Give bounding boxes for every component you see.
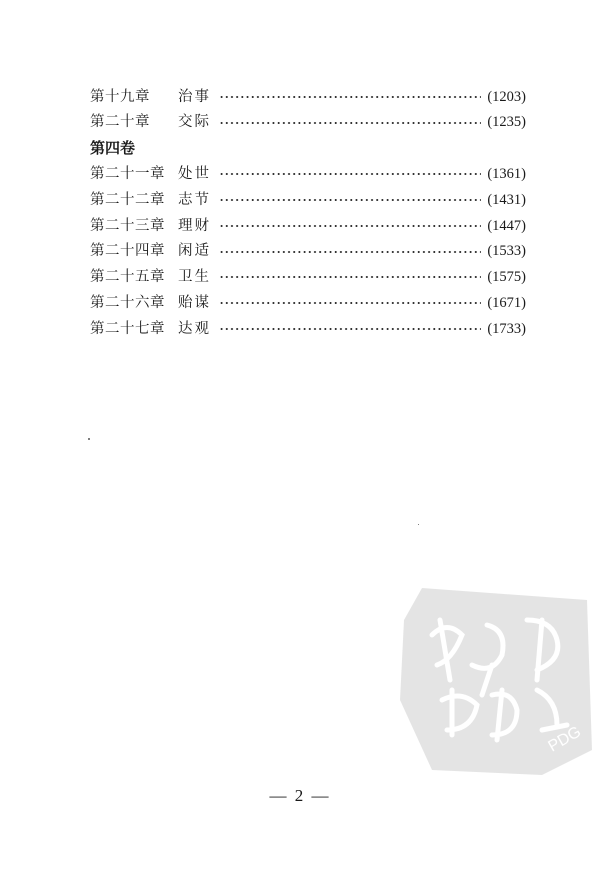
chapter-title: 处世: [178, 166, 211, 183]
chapter-number: 第二十二章: [90, 191, 165, 208]
page-ref: (1447): [487, 217, 526, 234]
chapter-title: 贻谋: [178, 295, 211, 312]
scan-speck: [88, 438, 90, 440]
chapter-number: 第二十六章: [90, 295, 165, 312]
chapter-number: 第二十一章: [90, 166, 165, 183]
toc-entry[interactable]: [90, 290, 526, 316]
toc-entry[interactable]: [90, 239, 526, 265]
toc-entry[interactable]: [90, 161, 526, 187]
chapter-number: 第二十四章: [90, 243, 165, 260]
chapter-title: 志节: [178, 191, 211, 208]
toc-entry[interactable]: [90, 84, 526, 110]
watermark-text: PDG: [545, 723, 585, 756]
chapter-number: 第二十章: [90, 114, 150, 131]
dot-leader: [219, 251, 481, 253]
volume-heading: [90, 136, 526, 162]
dot-leader: [219, 173, 481, 175]
page-ref: (1575): [487, 269, 526, 286]
chapter-title: 闲适: [178, 243, 211, 260]
toc-entry[interactable]: [90, 110, 526, 136]
dot-leader: [219, 225, 481, 227]
page-ref: (1203): [487, 88, 526, 105]
chapter-title: 治事: [178, 88, 211, 105]
page-ref: (1733): [487, 320, 526, 337]
chapter-number: 第二十七章: [90, 320, 165, 337]
page-ref: (1361): [487, 166, 526, 183]
toc-entry[interactable]: [90, 265, 526, 291]
dot-leader: [219, 276, 481, 278]
table-of-contents: [90, 84, 526, 342]
dot-leader: [219, 199, 481, 201]
scan-speck: [418, 524, 419, 525]
page-ref: (1431): [487, 191, 526, 208]
toc-entry[interactable]: [90, 187, 526, 213]
dot-leader: [219, 122, 481, 124]
page-ref: (1235): [487, 114, 526, 131]
chapter-title: 交际: [178, 114, 211, 131]
chapter-title: 卫生: [178, 269, 211, 286]
dot-leader: [219, 302, 481, 304]
chapter-title: 理财: [178, 217, 211, 234]
volume-title: 第四卷: [90, 138, 136, 157]
chapter-number: 第二十三章: [90, 217, 165, 234]
toc-entry[interactable]: [90, 316, 526, 342]
dot-leader: [219, 96, 481, 98]
chapter-number: 第十九章: [90, 88, 150, 105]
watermark-seal: [392, 580, 597, 780]
page-number: — 2 —: [269, 786, 331, 805]
chapter-title: 达观: [178, 320, 211, 337]
page-ref: (1533): [487, 243, 526, 260]
toc-entry[interactable]: [90, 213, 526, 239]
chapter-number: 第二十五章: [90, 269, 165, 286]
dot-leader: [219, 328, 481, 330]
page-ref: (1671): [487, 295, 526, 312]
